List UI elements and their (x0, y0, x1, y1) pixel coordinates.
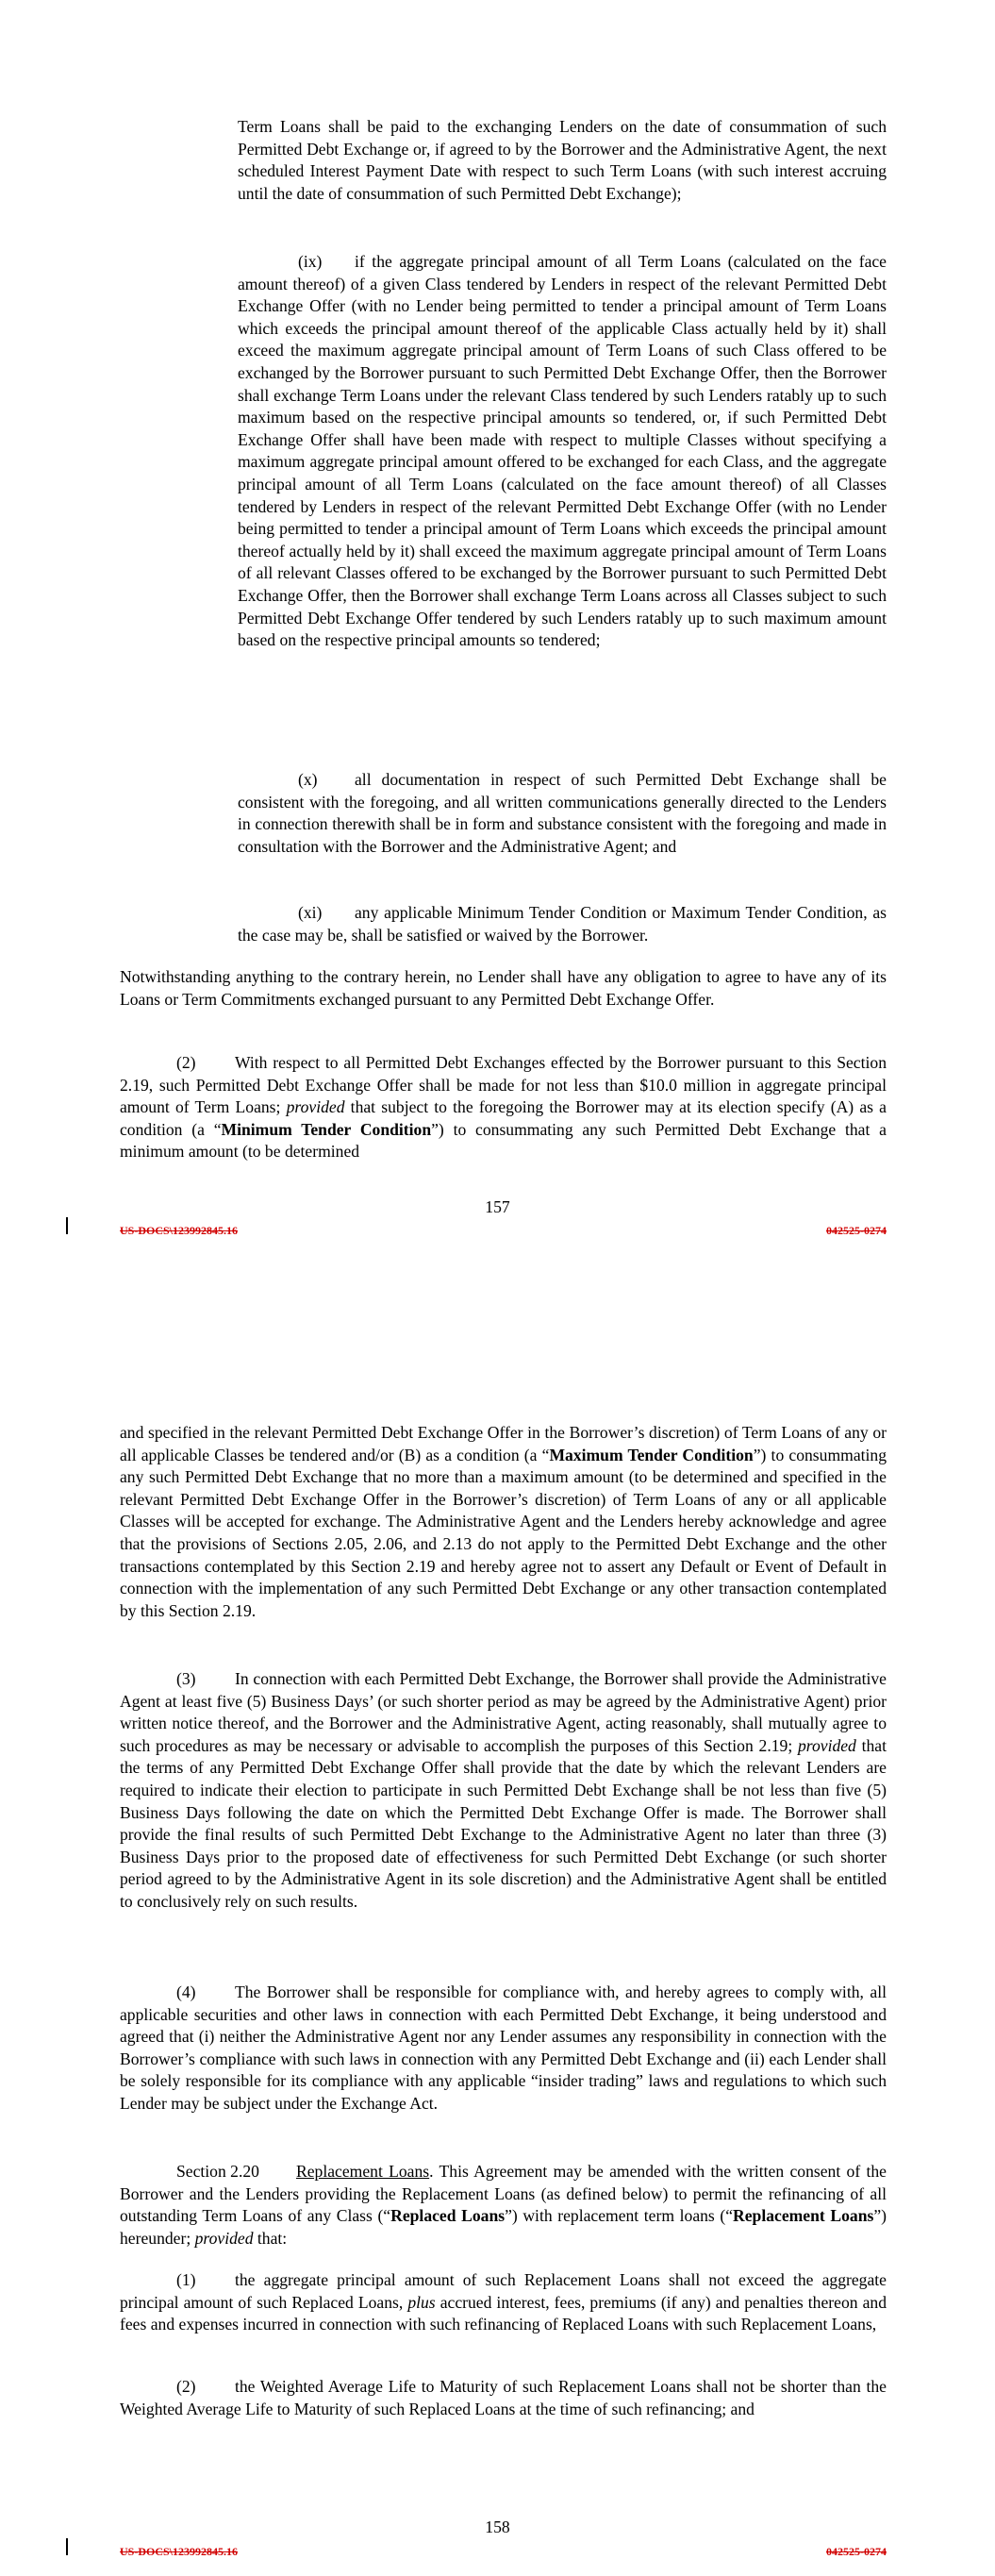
paragraph-number: (4) (176, 1982, 196, 2001)
paragraph-text: The Borrower shall be responsible for compliance with, and hereby agrees to comply with, all applicable securities and other laws in connection with each Permitted Debt Exchange, it being understood and agreed that (i) neither the Administrative Agent nor any Lender assumes any responsibility in connection with the Borrower’s compliance with such laws in connection with any Permitted Debt Exchange and (ii) each Lender shall be solely responsible for its compliance with any applicable “insider trading” laws and regulations to which such Lender may be subject under the Exchange Act. (120, 1982, 887, 2113)
paragraph-2 (120, 1052, 887, 1163)
clause-text: if the aggregate principal amount of all Term Loans (calculated on the face amount thereof) of a given Class tendered by Lenders in respect of the relevant Permitted Debt Exchange Offer (with no Lender being permitted to tender a principal amount of Term Loans which exceeds the principal amount thereof of the applicable Class actually held by it) shall exceed the maximum aggregate principal amount of Term Loans of such Class offered to be exchanged by the Borrower pursuant to such Permitted Debt Exchange Offer, then the Borrower shall exchange Term Loans under the relevant Class tendered by such Lenders ratably up to such maximum based on the respective principal amounts so tendered, or, if such Permitted Debt Exchange Offer shall have been made with respect to multiple Classes without specifying a maximum aggregate principal amount offered to be exchanged for each Class, and the aggregate principal amount of all Term Loans (calculated on the face amount thereof) of all Classes tendered by Lenders in respect of the relevant Permitted Debt Exchange Offer (with no Lender being permitted to tender a principal amount of Term Loans which exceeds the principal amount thereof actually held by it) shall exceed the maximum aggregate principal amount of Term Loans of all relevant Classes offered to be exchanged by the Borrower pursuant to such Permitted Debt Exchange Offer, then the Borrower shall exchange Term Loans across all Classes subject to such Permitted Debt Exchange Offer tendered by such Lenders ratably up to such maximum amount based on the respective principal amounts so tendered; (238, 252, 887, 650)
footer-code: 042525-0274 (826, 2545, 887, 2558)
condition-number: (1) (176, 2270, 196, 2289)
condition-number: (2) (176, 2377, 196, 2396)
clause-number: (xi) (298, 903, 323, 922)
paragraph-text-b: ”) to consummating any such Permitted Debt Exchange that no more than a maximum amount (to be determined and specified in the relevant Permitted Debt Exchange Offer in the Borrower’s discretion) of Term Loans of any or all applicable Classes will be accepted for exchange. The Administrative Agent and the Lenders hereby acknowledge and agree that the provisions of Sections 2.05, 2.06, and 2.13 do not apply to the Permitted Debt Exchange and the other transactions contemplated by this Section 2.19 and hereby agree not to assert any Default or Event of Default in connection with the implementation of any such Permitted Debt Exchange or any other transaction contemplated by this Section 2.19. (120, 1445, 887, 1620)
footer-code: 042525-0274 (826, 1224, 887, 1237)
replacement-condition-2 (120, 2376, 887, 2420)
defined-term: Minimum Tender Condition (221, 1119, 432, 1139)
footer-doc-id: US-DOCS\123992845.16 (120, 1224, 239, 1237)
continuation-paragraph (120, 1422, 887, 1622)
clause-x (238, 769, 887, 858)
replacement-condition-1 (120, 2269, 887, 2336)
section-2-20 (120, 2161, 887, 2250)
paragraph-text-a: In connection with each Permitted Debt Exchange, the Borrower shall provide the Administrative Agent at least five (5) Business Days’ (or such shorter period as may be agreed by the Administrative Agent) prior written notice thereof, and the Borrower and the Administrative Agent, acting reasonably, shall mutually agree to such procedures as may be necessary or advisable to accomplish the purposes of this Section 2.19; (120, 1669, 887, 1755)
paragraph-3 (120, 1668, 887, 1914)
defined-term: Maximum Tender Condition (549, 1445, 754, 1464)
clause-number: (x) (298, 770, 318, 789)
paragraph-text-b: that subject to the foregoing the Borrower may at its election specify (A) as a condition (a “ (120, 1097, 887, 1139)
paragraph-text-a: and specified in the relevant Permitted Debt Exchange Offer in the Borrower’s discretion) of Term Loans of any or all applicable Classes be tendered and/or (B) as a condition (a “ (120, 1423, 887, 1464)
section-text-d: that: (253, 2228, 288, 2248)
page-number: 157 (485, 1197, 510, 1216)
footer-doc-id: US-DOCS\123992845.16 (120, 2545, 239, 2558)
clause-number: (ix) (298, 252, 323, 271)
change-bar (66, 1217, 68, 1234)
paragraph-4 (120, 1982, 887, 2116)
paragraph-text-b: that the terms of any Permitted Debt Exchange Offer shall provide that the date by which the relevant Lenders are required to indicate their election to participate in such Permitted Debt Exchange shall be not less than five (5) Business Days following the date on which the Permitted Debt Exchange Offer is made. The Borrower shall provide the final results of such Permitted Debt Exchange to the Administrative Agent no later than three (3) Business Days prior to the proposed date of effectiveness for such Permitted Debt Exchange (or such shorter period agreed to by the Administrative Agent in its sole discretion) and the Administrative Agent shall be entitled to conclusively rely on such results. (120, 1735, 887, 1911)
provided-term: provided (286, 1097, 345, 1117)
document-page-158 (0, 1288, 995, 2576)
clause-text: any applicable Minimum Tender Condition or Maximum Tender Condition, as the case may be, shall be satisfied or waived by the Borrower. (238, 903, 887, 945)
clause-xi (238, 902, 887, 946)
section-text-c: ”) hereunder; (120, 2206, 887, 2248)
notwithstanding-paragraph: Notwithstanding anything to the contrary herein, no Lender shall have any obligation to agree to have any of its Loans or Term Commitments exchanged pursuant to any Permitted Debt Exchange Offer. (120, 967, 887, 1009)
provided-term: provided (797, 1735, 856, 1755)
provided-term: provided (194, 2228, 254, 2248)
paragraph-text-c: ”) to consummating any such Permitted Debt Exchange that a minimum amount (to be determined (120, 1119, 887, 1162)
paragraph-number: (3) (176, 1669, 196, 1688)
continuation-paragraph: Term Loans shall be paid to the exchanging Lenders on the date of consummation of such Permitted Debt Exchange or, if agreed to by the Borrower and the Administrative Agent, the next scheduled Interest Payment Date with respect to such Term Loans (with such interest accruing until the date of consummation of such Permitted Debt Exchange); (238, 117, 887, 203)
page-number: 158 (485, 2517, 510, 2536)
clause-text: all documentation in respect of such Permitted Debt Exchange shall be consistent with the foregoing, and all written communications generally directed to the Lenders in connection therewith shall be in form and substance consistent with the foregoing and made in consultation with the Borrower and the Administrative Agent; and (238, 770, 887, 856)
section-text-b: ”) with replacement term loans (“ (505, 2206, 734, 2226)
plus-term: plus (407, 2292, 436, 2312)
section-text-a: . This Agreement may be amended with the written consent of the Borrower and the Lenders providing the Replacement Loans (as defined below) to permit the refinancing of all outstanding Term Loans of any Class (“ (120, 2162, 887, 2226)
condition-text-b: accrued interest, fees, premiums (if any) and penalties thereon and fees and expenses incurred in connection with such refinancing of Replaced Loans with such Replacement Loans, (120, 2292, 887, 2334)
clause-ix (238, 251, 887, 652)
paragraph-text-a: With respect to all Permitted Debt Exchanges effected by the Borrower pursuant to this Section 2.19, such Permitted Debt Exchange Offer shall be made for not less than $10.0 million in aggregate principal amount of Term Loans; (120, 1053, 887, 1117)
paragraph-number: (2) (176, 1053, 196, 1072)
defined-term-replaced-loans: Replaced Loans (390, 2206, 506, 2226)
condition-text: the Weighted Average Life to Maturity of such Replacement Loans shall not be shorter than the Weighted Average Life to Maturity of such Replaced Loans at the time of such refinancing; and (120, 2377, 887, 2418)
section-label: Section 2.20 (176, 2162, 259, 2181)
defined-term-replacement-loans: Replacement Loans (733, 2206, 874, 2226)
change-bar (66, 2538, 68, 2555)
condition-text-a: the aggregate principal amount of such Replacement Loans shall not exceed the aggregate principal amount of such Replaced Loans, (120, 2270, 887, 2312)
section-title: Replacement Loans (296, 2162, 430, 2181)
